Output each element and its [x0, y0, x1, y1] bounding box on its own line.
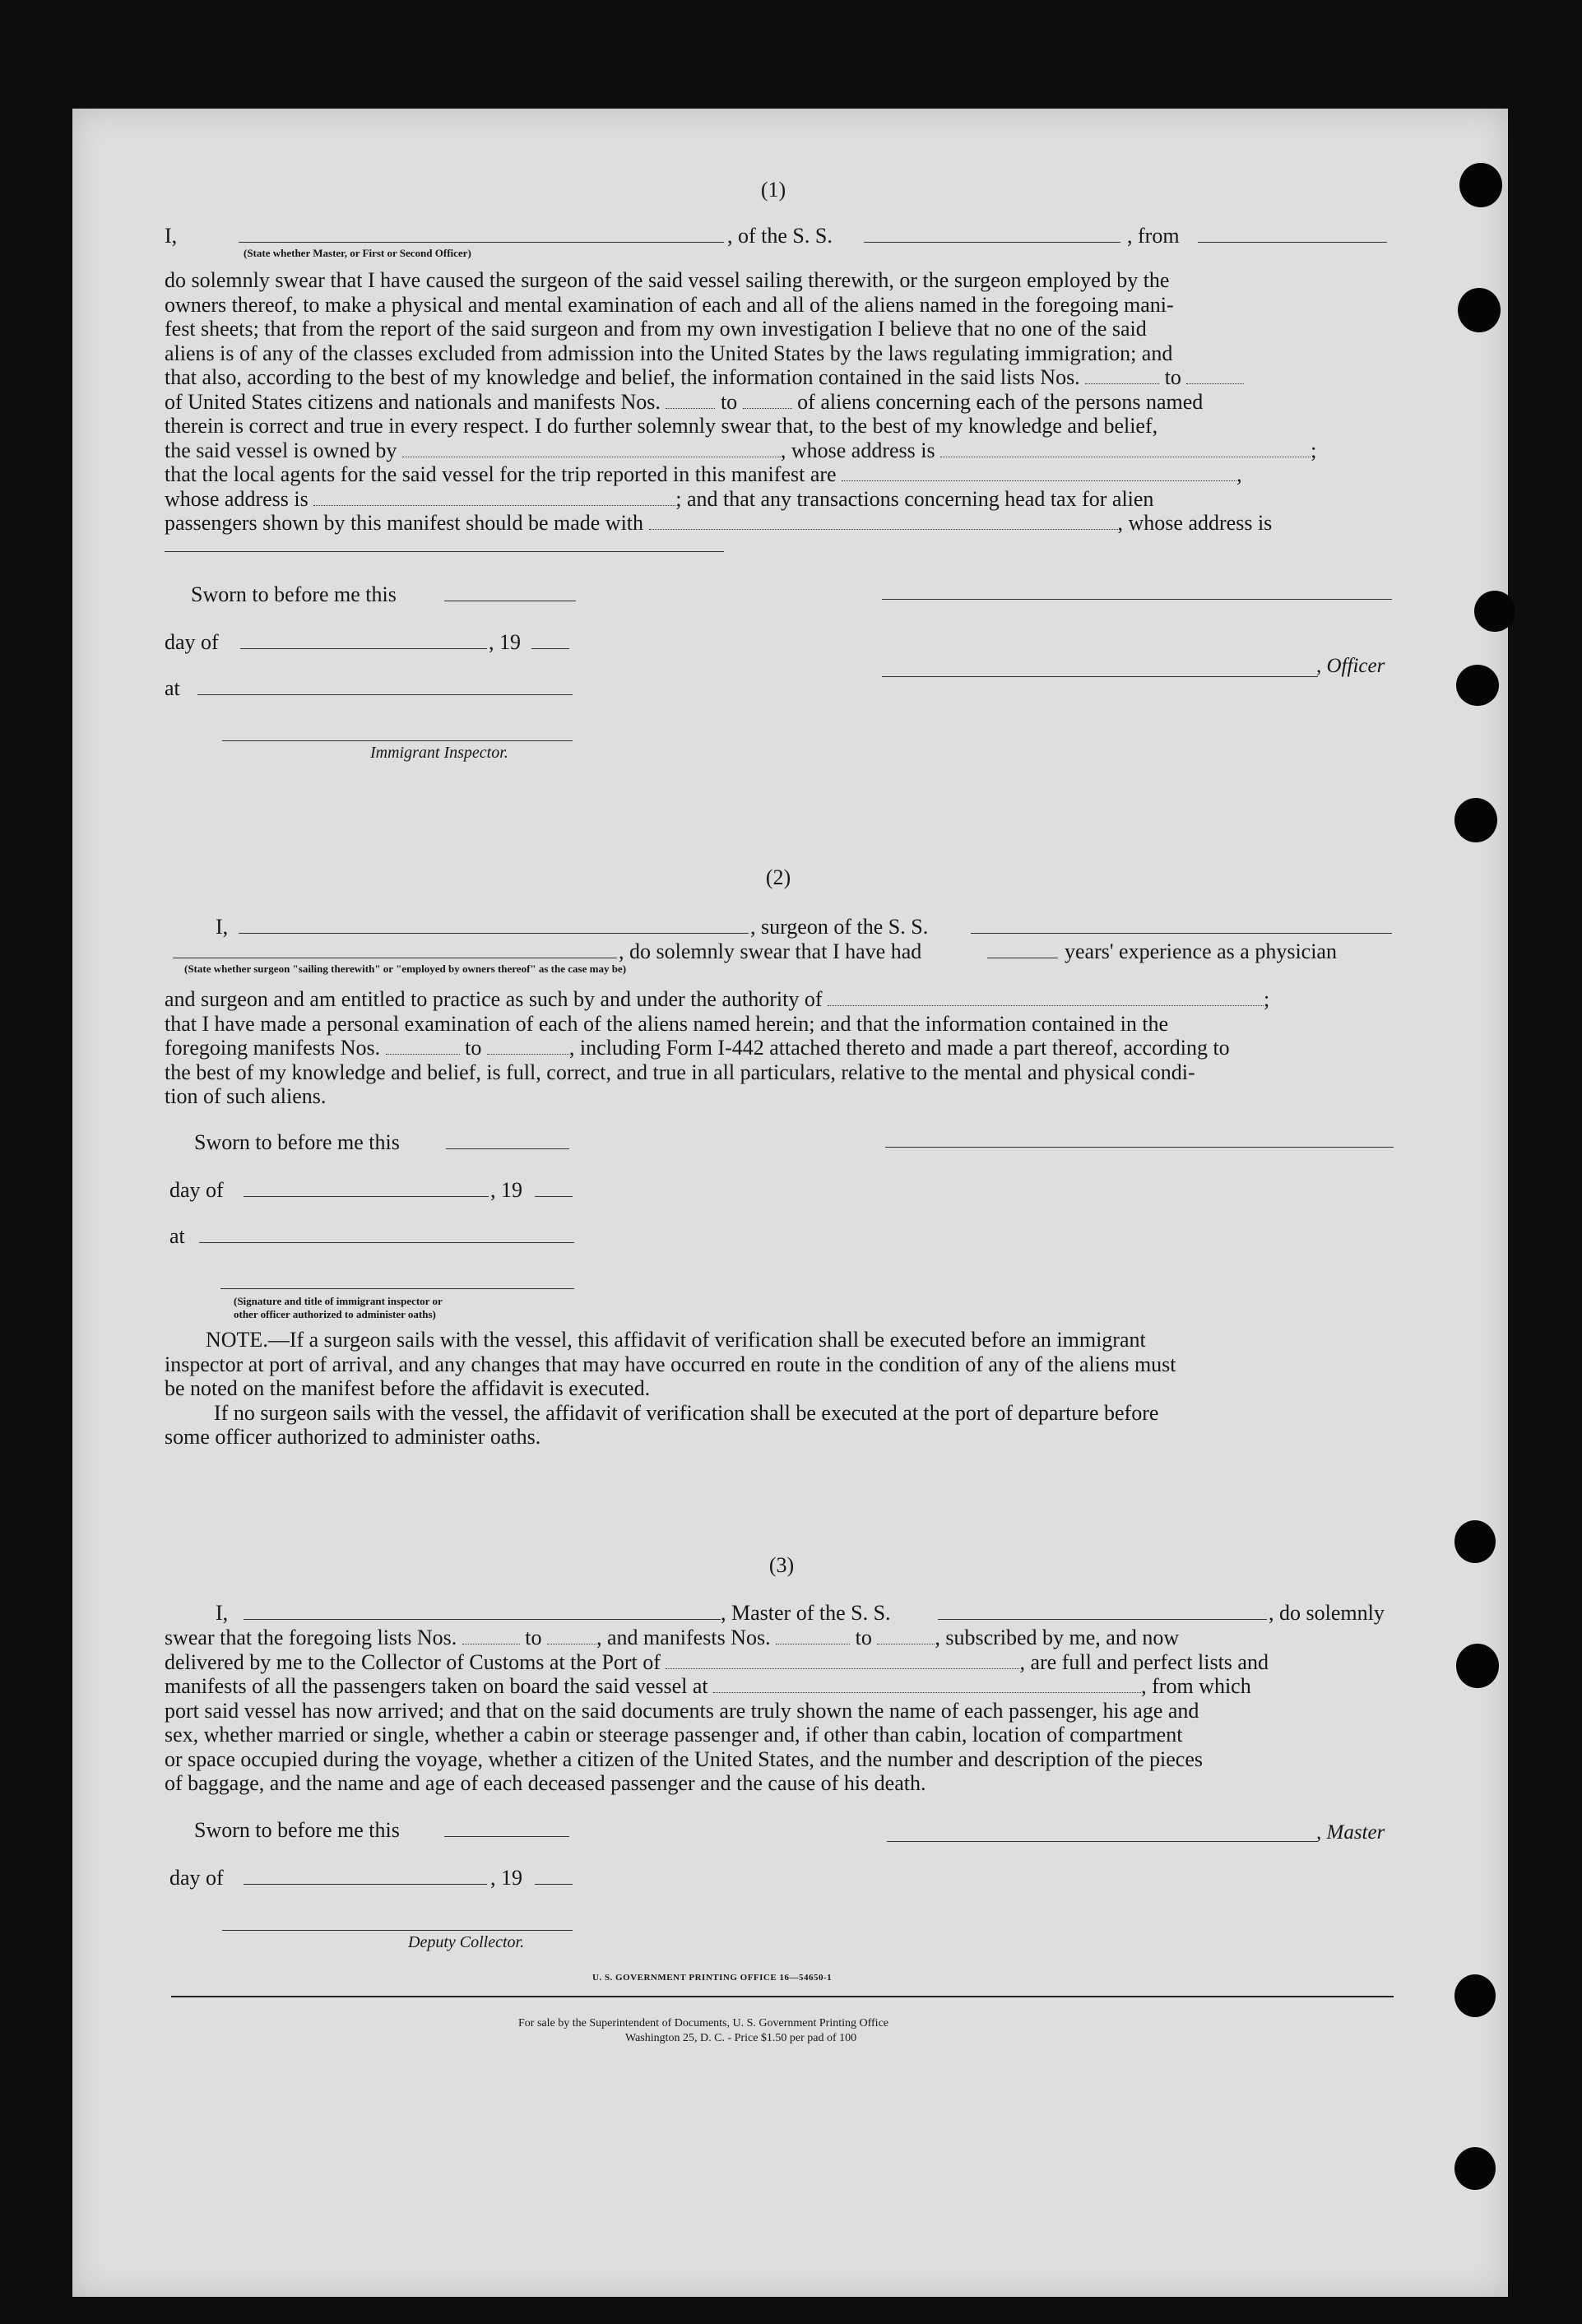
- vessel-name-field-3[interactable]: [938, 1619, 1267, 1620]
- at-field-2[interactable]: [199, 1242, 574, 1243]
- binder-hole: [1454, 2147, 1496, 2190]
- swear-label: , do solemnly swear that I have had: [619, 939, 922, 963]
- year-label-1: , 19: [489, 630, 521, 654]
- immigrant-inspector-label: Immigrant Inspector.: [370, 744, 508, 762]
- at-field-1[interactable]: [197, 694, 573, 695]
- sale-line-2: Washington 25, D. C. - Price $1.50 per pad of 100: [625, 2032, 857, 2044]
- footer-rule: [171, 1996, 1394, 1997]
- at-label-1: at: [165, 676, 180, 700]
- master-label: , Master: [1316, 1821, 1385, 1844]
- section-3-body: swear that the foregoing lists Nos. to , and manifests Nos. to , subscribed by me, and now delivered by me to the Collector of Customs at the Port of , are full and perfect lists and manifests of all the passengers taken on board the said vessel at , from which port said vessel has now arrived; and that on the said documents are truly shown the name of each passenger, his age and sex, whether married or single, whether a cabin or steerage passenger and, if other than cabin, location of compartment or space occupied during the voyage, whether a citizen of the United States, and the number and description of the pieces of baggage, and the name and age of each deceased passenger and the cause of his death.: [165, 1626, 1269, 1795]
- master-name-field-3[interactable]: [244, 1619, 721, 1620]
- section-2-number: (2): [765, 865, 791, 889]
- note-block: NOTE.—If a surgeon sails with the vessel, this affidavit of verification shall be executed before an immigrant inspector at port of arrival, and any changes that may have occurred en route in the condition of any of the aliens must be noted on the manifest before the affidavit is executed. If no surgeon sails with the vessel, the affidavit of verification shall be executed at the port of departure before some officer authorized to administer oaths.: [165, 1328, 1176, 1449]
- surgeon-signature-line[interactable]: [885, 1147, 1394, 1148]
- officer-signature-line-1[interactable]: [882, 599, 1392, 600]
- section-1-body: do solemnly swear that I have caused the surgeon of the said vessel sailing therewith, or the surgeon employed by the owners thereof, to make a physical and mental examination of each and all of the aliens named in the foregoing mani- fest sheets; that from the report of the said surgeon and from my own investigation I believe that no one of the said aliens is of any of the classes excluded from admission into the United States by the laws regulating immigration; and that also, according to the best of my knowledge and belief, the information contained in the said lists Nos. to of United States citizens and nationals and manifests Nos. to of aliens concerning each of the persons named therein is correct and true in every respect. I do further solemnly swear that, to the best of my knowledge and belief, the said vessel is owned by , whose address is ; that the local agents for the said vessel for the trip reported in this manifest are , whose address is ; and that any transactions concerning head tax for alien passengers shown by this manifest should be made with , whose address is: [165, 268, 1317, 535]
- sworn-date-field-3[interactable]: [444, 1836, 569, 1837]
- master-name-field[interactable]: [239, 242, 724, 243]
- sworn-label-2: Sworn to before me this: [194, 1130, 400, 1154]
- sworn-label-3: Sworn to before me this: [194, 1818, 400, 1842]
- year-label-2: , 19: [490, 1178, 522, 1202]
- day-field-3[interactable]: [244, 1884, 487, 1885]
- day-of-label-2: day of: [169, 1178, 224, 1202]
- section-2-i: I,: [216, 915, 229, 939]
- binder-hole: [1459, 163, 1502, 207]
- inspector-signature-line[interactable]: [222, 740, 573, 741]
- from-port-field[interactable]: [1198, 242, 1387, 243]
- section-2-body: and surgeon and am entitled to practice as such by and under the authority of ; that I have made a personal examination of each of the aliens named herein; and that the information contained in the foregoing manifests Nos. to , including Form I-442 attached thereto and made a part thereof, according to the best of my knowledge and belief, is full, correct, and true in all particulars, relative to the mental and physical condi- tion of such aliens.: [165, 987, 1270, 1108]
- signature-note-line-2: other officer authorized to administer oaths): [234, 1308, 436, 1320]
- day-field-1[interactable]: [240, 648, 487, 649]
- binder-hole: [1454, 1520, 1496, 1563]
- binder-hole: [1458, 288, 1501, 332]
- master-of-label: , Master of the S. S.: [721, 1601, 891, 1625]
- gpo-imprint: U. S. GOVERNMENT PRINTING OFFICE 16—54650-1: [592, 1973, 833, 1983]
- section-3-number: (3): [768, 1553, 795, 1577]
- sworn-date-field-2[interactable]: [446, 1148, 569, 1149]
- officer-label: , Officer: [1316, 655, 1385, 677]
- binder-hole: [1454, 1974, 1496, 2017]
- vessel-name-field[interactable]: [864, 242, 1120, 243]
- year-field-2[interactable]: [535, 1196, 573, 1197]
- officer-signature-line-3[interactable]: [220, 1288, 574, 1289]
- day-of-label-3: day of: [169, 1866, 224, 1890]
- deputy-signature-line[interactable]: [222, 1930, 573, 1931]
- of-ss-label: , of the S. S.: [727, 224, 833, 248]
- at-label-2: at: [169, 1224, 185, 1248]
- year-field-1[interactable]: [531, 648, 569, 649]
- section-3-i: I,: [216, 1601, 229, 1625]
- years-label: years' experience as a physician: [1065, 939, 1337, 963]
- section-1-i: I,: [165, 224, 178, 248]
- year-label-3: , 19: [490, 1866, 522, 1890]
- day-of-label-1: day of: [165, 630, 219, 654]
- binder-hole: [1456, 1644, 1499, 1688]
- address-continuation-field[interactable]: [165, 551, 724, 552]
- binder-hole: [1454, 798, 1497, 842]
- signature-note-line-1: (Signature and title of immigrant inspector or: [234, 1295, 443, 1307]
- surgeon-note: (State whether surgeon "sailing therewith" or "employed by owners thereof" as the case may be): [184, 963, 627, 975]
- from-label: , from: [1127, 224, 1180, 248]
- sale-line-1: For sale by the Superintendent of Documents, U. S. Government Printing Office: [518, 2017, 888, 2029]
- officer-signature-line-2[interactable]: [882, 676, 1318, 677]
- year-field-3[interactable]: [535, 1884, 573, 1885]
- surgeon-name-field[interactable]: [239, 933, 749, 934]
- deputy-collector-label: Deputy Collector.: [408, 1933, 525, 1951]
- do-solemnly-label: , do solemnly: [1269, 1601, 1385, 1625]
- day-field-2[interactable]: [244, 1196, 489, 1197]
- binder-hole: [1456, 665, 1499, 706]
- surgeon-vessel-field[interactable]: [971, 933, 1392, 934]
- master-signature-line[interactable]: [887, 1841, 1318, 1842]
- sworn-label-1: Sworn to before me this: [191, 582, 397, 606]
- surgeon-of-label: , surgeon of the S. S.: [750, 915, 929, 939]
- binder-hole: [1474, 591, 1515, 632]
- section-1-number: (1): [760, 178, 786, 202]
- note-heading: NOTE.: [206, 1328, 268, 1352]
- master-note: (State whether Master, or First or Second Officer): [244, 247, 471, 259]
